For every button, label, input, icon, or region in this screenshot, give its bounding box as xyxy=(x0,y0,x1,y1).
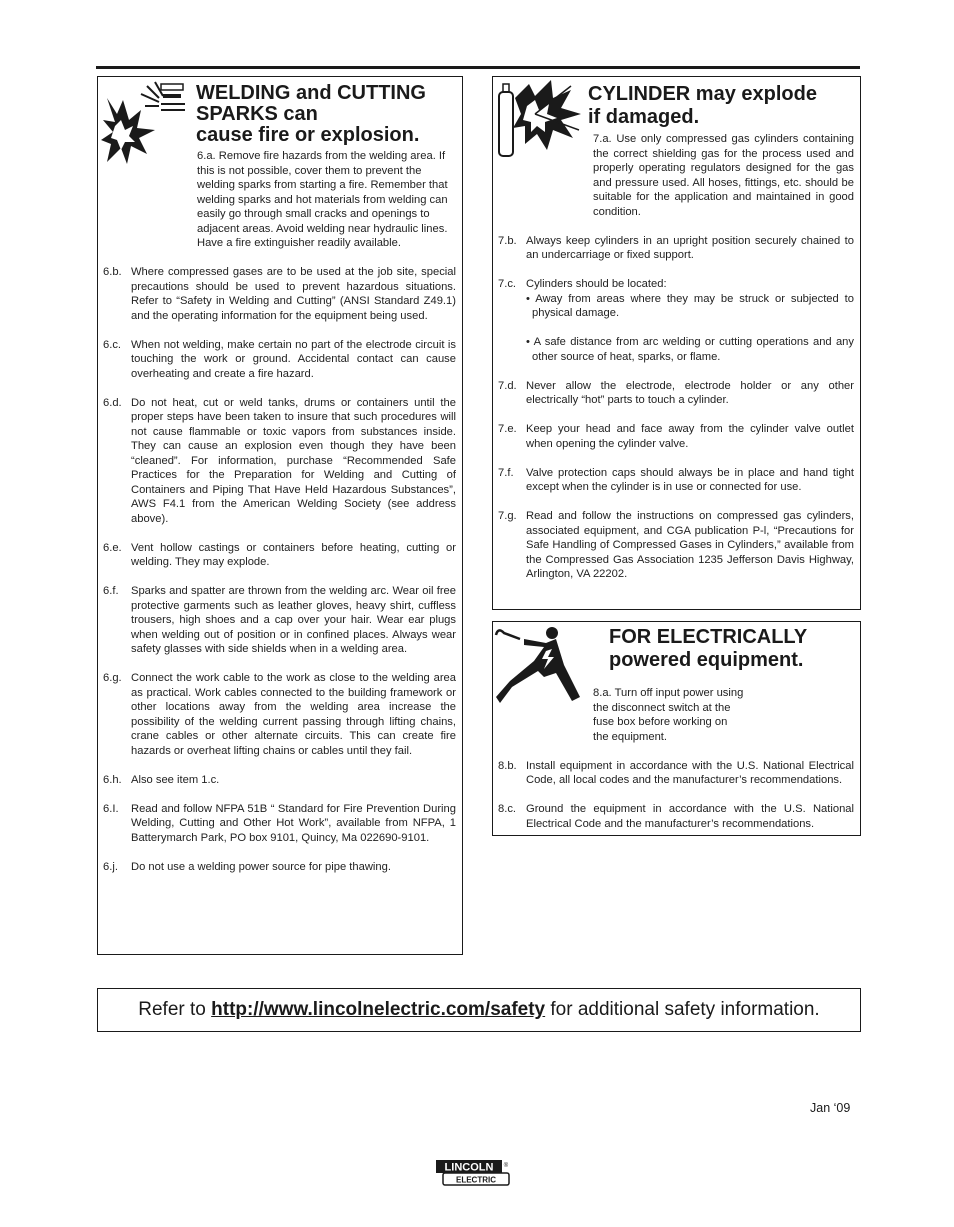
title-line: SPARKS can xyxy=(196,103,318,125)
welding-sparks-section xyxy=(97,76,463,955)
item-number: 7.e. xyxy=(498,423,517,435)
item-text: Vent hollow castings or containers before heating, cutting or welding. They may explode. xyxy=(131,541,456,568)
logo-line1: LINCOLN xyxy=(444,1161,494,1174)
list-item xyxy=(103,671,456,758)
item-text: Where compressed gases are to be used at the job site, special precautions should be used to prevent hazardous situations. Refer to “Safety in Welding and Cutting” (ANSI Standard Z49.1) and the operating information for the equipment being used. xyxy=(131,266,456,322)
item-number: 6.j. xyxy=(103,860,118,873)
refer-suffix: for additional safety information. xyxy=(545,999,820,1020)
item-number: 6.c. xyxy=(103,338,122,351)
list-item xyxy=(103,860,456,875)
list-item xyxy=(103,149,456,251)
item-number: 6.b. xyxy=(103,266,122,278)
list-item xyxy=(103,773,456,788)
list-item xyxy=(103,541,456,570)
section-title xyxy=(588,83,817,129)
logo-line2: ELECTRIC xyxy=(456,1175,496,1185)
list-item xyxy=(498,686,854,744)
list-item xyxy=(103,338,456,382)
revision-date: Jan ‘09 xyxy=(810,1101,851,1115)
safety-link[interactable]: http://www.lincolnelectric.com/safety xyxy=(211,999,546,1020)
item-text: Install equipment in accordance with the U.S. National Electrical Code, all local codes and the manufacturer’s recommendations. xyxy=(526,759,854,786)
item-text: Sparks and spatter are thrown from the welding arc. Wear oil free protective garments such as leather gloves, heavy shirt, cuffless trousers, high shoes and a cap over your hair. Wear ear plugs when welding out of position or in confined places. Always wear safety glasses with side shields when in a welding area. xyxy=(131,585,456,655)
list-item xyxy=(103,265,456,323)
item-number: 6.I. xyxy=(103,802,119,815)
list-item xyxy=(498,132,854,219)
item-text: Ground the equipment in accordance with the U.S. National Electrical Code and the manufacturer’s recommendations. xyxy=(526,803,854,830)
list-item xyxy=(498,379,854,408)
item-text: Cylinders should be located: xyxy=(526,278,667,290)
item-number: 6.a. xyxy=(197,150,216,162)
top-rule xyxy=(96,66,860,69)
item-text: Use only compressed gas cylinders containing the correct shielding gas for the process used and properly operating regulators designed for the gas and pressure used. All hoses, fittings, etc. should be suitable for the application and maintained in good condition. xyxy=(593,133,854,218)
list-item xyxy=(103,584,456,657)
title-line: CYLINDER may explode xyxy=(588,83,817,105)
item-number: 6.g. xyxy=(103,672,122,684)
item-number: 6.h. xyxy=(103,773,122,786)
item-text: Never allow the electrode, electrode holder or any other electrically “hot” parts to touch a cylinder. xyxy=(526,379,854,406)
item-text: Do not use a welding power source for pipe thawing. xyxy=(131,860,391,873)
list-item xyxy=(498,466,854,495)
item-number: 7.b. xyxy=(498,234,517,247)
list-item xyxy=(498,422,854,451)
cylinder-section xyxy=(492,76,861,610)
item-list xyxy=(498,132,854,596)
list-item xyxy=(103,802,456,846)
item-text: Do not heat, cut or weld tanks, drums or containers until the proper steps have been taken to insure that such procedures will not cause flammable or toxic vapors from substances inside. They can cause an explosion even though they have been “cleaned”. For information, purchase “Recommended Safe Practices for the Preparation for Welding and Cutting of Containers and Piping That Have Held Hazardous Substances”, AWS F4.1 from the American Welding Society (see address above). xyxy=(131,396,456,525)
item-number: 7.a. xyxy=(593,133,612,145)
title-line: cause fire or explosion. xyxy=(196,124,420,146)
safety-reference-box xyxy=(97,988,861,1032)
list-item xyxy=(498,234,854,263)
bullet-text: • Away from areas where they may be struck or subjected to physical damage. xyxy=(526,292,854,319)
item-text: Valve protection caps should always be in place and hand tight except when the cylinder is in use or connected for use. xyxy=(526,466,854,493)
refer-prefix: Refer to xyxy=(138,999,212,1020)
item-number: 8.b. xyxy=(498,759,517,772)
section-title xyxy=(196,83,426,146)
item-number: 7.f. xyxy=(498,466,514,479)
list-item xyxy=(103,396,456,527)
item-number: 7.g. xyxy=(498,510,517,522)
item-list xyxy=(103,149,456,889)
item-number: 8.a. xyxy=(593,687,612,699)
item-text: Keep your head and face away from the cylinder valve outlet when opening the cylinder valve. xyxy=(526,423,854,450)
item-text: When not welding, make certain no part of the electrode circuit is touching the work or ground. Accidental contact can cause overheating and create a fire hazard. xyxy=(131,338,456,380)
list-item xyxy=(498,509,854,582)
item-number: 8.c. xyxy=(498,803,517,815)
item-number: 6.e. xyxy=(103,541,122,554)
bullet-text: • A safe distance from arc welding or cutting operations and any other source of heat, sparks, or flame. xyxy=(526,336,854,363)
list-item xyxy=(498,277,854,364)
item-text: Read and follow NFPA 51B “ Standard for Fire Prevention During Welding, Cutting and Other Hot Work”, available from NFPA, 1 Batterymarch Park, PO box 9101, Quincy, Ma 022690-9101. xyxy=(131,802,456,844)
item-text: Always keep cylinders in an upright position securely chained to an undercarriage or fixed support. xyxy=(526,234,854,261)
title-line: WELDING and CUTTING xyxy=(196,82,426,104)
item-number: 7.d. xyxy=(498,379,517,392)
title-line: powered equipment. xyxy=(609,649,804,671)
electrical-section xyxy=(492,621,861,836)
item-text: Connect the work cable to the work as close to the welding area as practical. Work cables connected to the building framework or other locations away from the welding area increase the possibility of the welding current passing through lifting chains, crane cables or other alternate circuits. This can create fire hazards or overheat lifting chains or cables until they fail. xyxy=(131,672,456,757)
list-item xyxy=(498,759,854,788)
item-text: Read and follow the instructions on compressed gas cylinders, associated equipment, and CGA publication P-l, “Precautions for Safe Handling of Compressed Gases in Cylinders,” available from the Compressed Gas Association 1235 Jefferson Davis Highway, Arlington, VA 22202. xyxy=(526,510,854,580)
item-list xyxy=(498,686,854,846)
lincoln-electric-logo xyxy=(435,1159,511,1187)
section-title xyxy=(609,626,807,672)
item-text: Remove fire hazards from the welding area. If this is not possible, cover them to prevent the welding sparks from starting a fire. Remember that welding sparks and hot materials from welding can easily go through small cracks and openings to adjacent areas. Avoid welding near hydraulic lines. Have a fire extinguisher readily available. xyxy=(197,150,448,249)
logo-registered-mark: ® xyxy=(503,1163,509,1169)
title-line: FOR ELECTRICALLY xyxy=(609,626,808,648)
item-number: 6.d. xyxy=(103,396,122,409)
item-number: 7.c. xyxy=(498,278,517,290)
item-number: 6.f. xyxy=(103,585,119,597)
item-text: Turn off input power using the disconnect switch at the fuse box before working on the equipment. xyxy=(593,687,744,743)
title-line: if damaged. xyxy=(588,106,700,128)
item-text: Also see item 1.c. xyxy=(131,773,220,786)
list-item xyxy=(498,802,854,831)
